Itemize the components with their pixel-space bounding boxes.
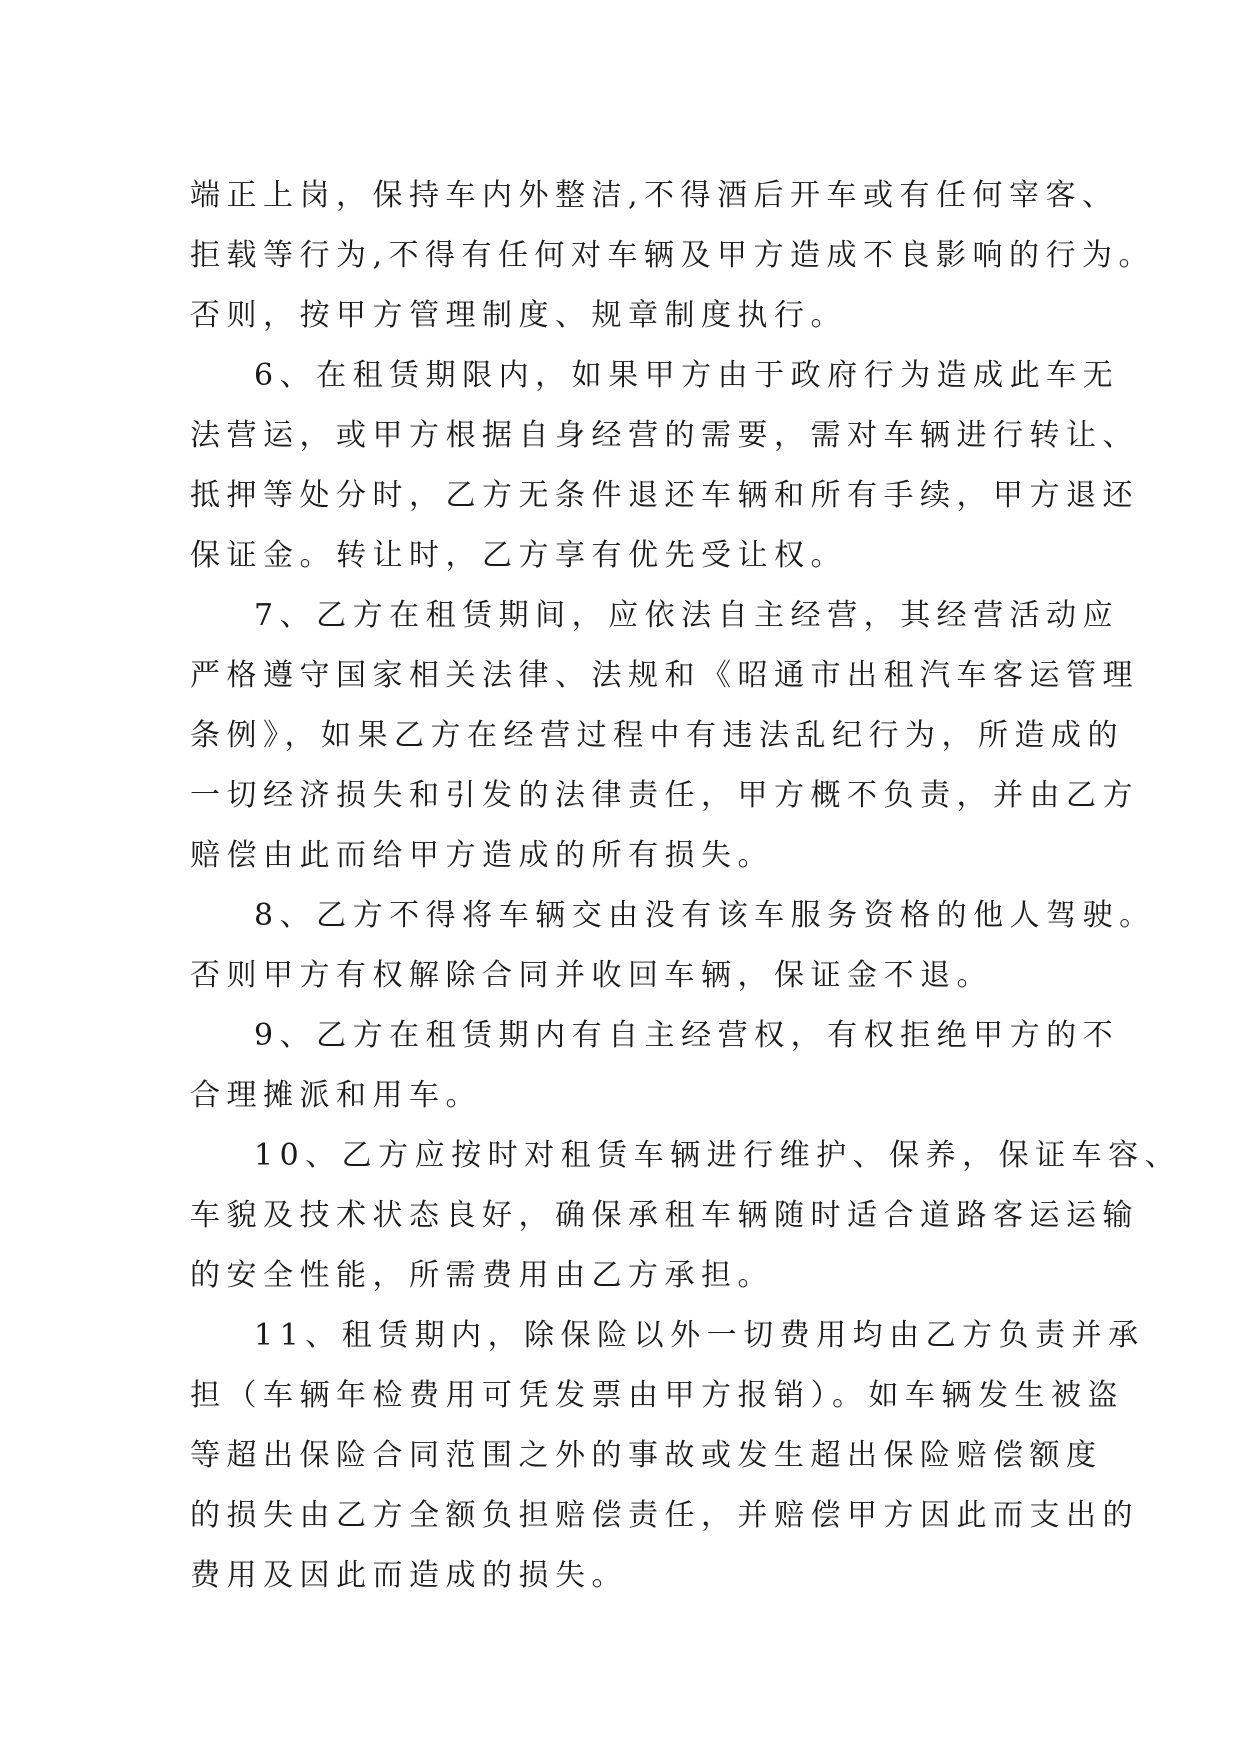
text-line: 抵押等处分时，乙方无条件退还车辆和所有手续，甲方退还 (190, 478, 1139, 513)
text-line: 等超出保险合同范围之外的事故或发生超出保险赔偿额度 (190, 1438, 1103, 1473)
clause-10-start: 10、乙方应按时对租赁车辆进行维护、保养，保证车容、 (254, 1138, 1182, 1173)
text-line: 拒载等行为,不得有任何对车辆及甲方造成不良影响的行为。 (190, 238, 1156, 273)
text-line: 法营运，或甲方根据自身经营的需要，需对车辆进行转让、 (190, 418, 1139, 453)
text-line: 担（车辆年检费用可凭发票由甲方报销）。如车辆发生被盗 (190, 1378, 1124, 1413)
text-line: 条例》，如果乙方在经营过程中有违法乱纪行为，所造成的 (190, 718, 1124, 753)
text-line: 合理摊派和用车。 (190, 1078, 482, 1113)
text-line: 保证金。转让时，乙方享有优先受让权。 (190, 538, 847, 573)
clause-8-start: 8、乙方不得将车辆交由没有该车服务资格的他人驾驶。 (254, 898, 1156, 933)
text-line: 否则甲方有权解除合同并收回车辆，保证金不退。 (190, 958, 993, 993)
text-line: 否则，按甲方管理制度、规章制度执行。 (190, 298, 847, 333)
text-line: 的损失由乙方全额负担赔偿责任，并赔偿甲方因此而支出的 (190, 1498, 1139, 1533)
text-line: 赔偿由此而给甲方造成的所有损失。 (190, 838, 774, 873)
text-line: 的安全性能，所需费用由乙方承担。 (190, 1258, 774, 1293)
text-line: 严格遵守国家相关法律、法规和《昭通市出租汽车客运管理 (190, 658, 1139, 693)
text-line: 一切经济损失和引发的法律责任，甲方概不负责，并由乙方 (190, 778, 1139, 813)
text-line: 端正上岗，保持车内外整洁,不得酒后开车或有任何宰客、 (190, 178, 1119, 213)
clause-6-start: 6、在租赁期限内，如果甲方由于政府行为造成此车无 (254, 358, 1120, 393)
clause-7-start: 7、乙方在租赁期间，应依法自主经营，其经营活动应 (254, 598, 1120, 633)
text-line: 费用及因此而造成的损失。 (190, 1558, 628, 1593)
contract-text (190, 166, 1182, 1606)
text-line: 车貌及技术状态良好，确保承租车辆随时适合道路客运运输 (190, 1198, 1139, 1233)
clause-11-start: 11、租赁期内，除保险以外一切费用均由乙方负责并承 (254, 1318, 1145, 1353)
clause-9-start: 9、乙方在租赁期内有自主经营权，有权拒绝甲方的不 (254, 1018, 1120, 1053)
